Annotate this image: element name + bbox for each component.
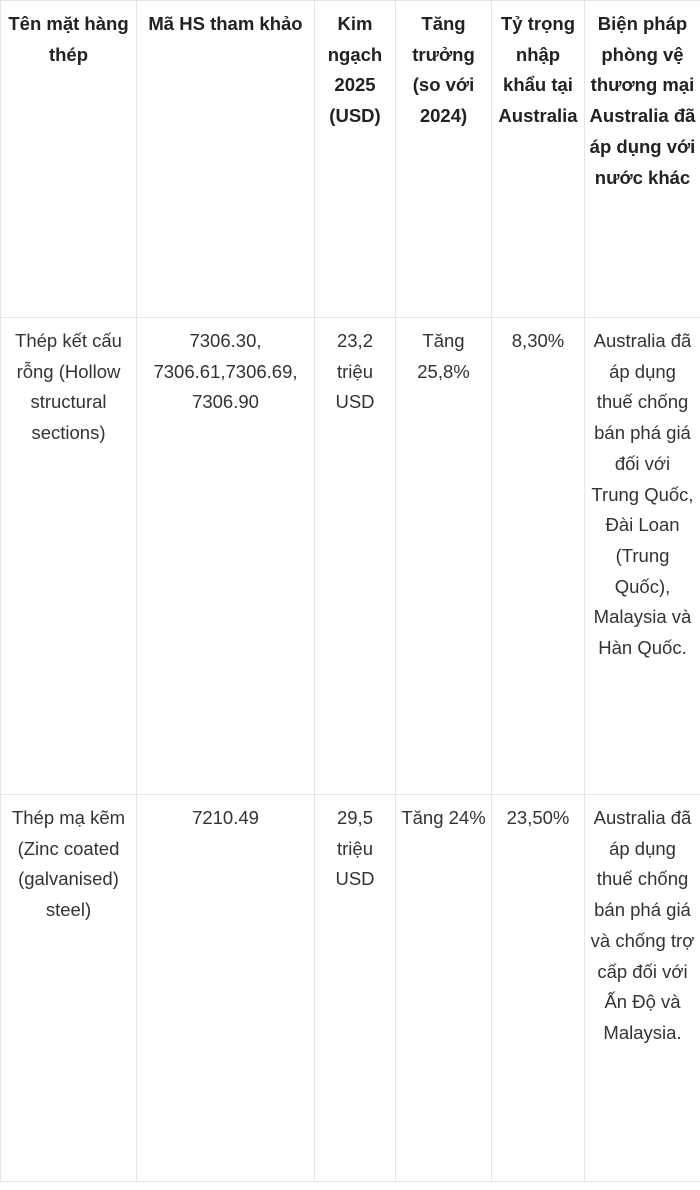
- cell-import-share: 8,30%: [492, 318, 585, 795]
- cell-product-name: Thép kết cấu rỗng (Hollow structural sections): [1, 318, 137, 795]
- cell-value-2025: 23,2 triệu USD: [315, 318, 396, 795]
- header-growth: Tăng trưởng (so với 2024): [396, 1, 492, 318]
- cell-hs-code: 7306.30, 7306.61,7306.69, 7306.90: [137, 318, 315, 795]
- table-row: [1, 795, 700, 1182]
- cell-value-2025: 29,5 triệu USD: [315, 795, 396, 1182]
- header-product-name: Tên mặt hàng thép: [1, 1, 137, 318]
- cell-growth: Tăng 25,8%: [396, 318, 492, 795]
- header-hs-code: Mã HS tham khảo: [137, 1, 315, 318]
- table-body: [1, 318, 700, 1182]
- cell-product-name: Thép mạ kẽm (Zinc coated (galvanised) steel): [1, 795, 137, 1182]
- cell-trade-measures: Australia đã áp dụng thuế chống bán phá giá đối với Trung Quốc, Đài Loan (Trung Quốc), Malaysia và Hàn Quốc.: [585, 318, 700, 795]
- header-row: [1, 1, 700, 318]
- table-row: [1, 318, 700, 795]
- header-value-2025: Kim ngạch 2025 (USD): [315, 1, 396, 318]
- header-trade-measures: Biện pháp phòng vệ thương mại Australia đã áp dụng với nước khác: [585, 1, 700, 318]
- cell-growth: Tăng 24%: [396, 795, 492, 1182]
- table-header: [1, 1, 700, 318]
- header-import-share: Tỷ trọng nhập khẩu tại Australia: [492, 1, 585, 318]
- cell-import-share: 23,50%: [492, 795, 585, 1182]
- cell-hs-code: 7210.49: [137, 795, 315, 1182]
- cell-trade-measures: Australia đã áp dụng thuế chống bán phá giá và chống trợ cấp đối với Ấn Độ và Malaysia.: [585, 795, 700, 1182]
